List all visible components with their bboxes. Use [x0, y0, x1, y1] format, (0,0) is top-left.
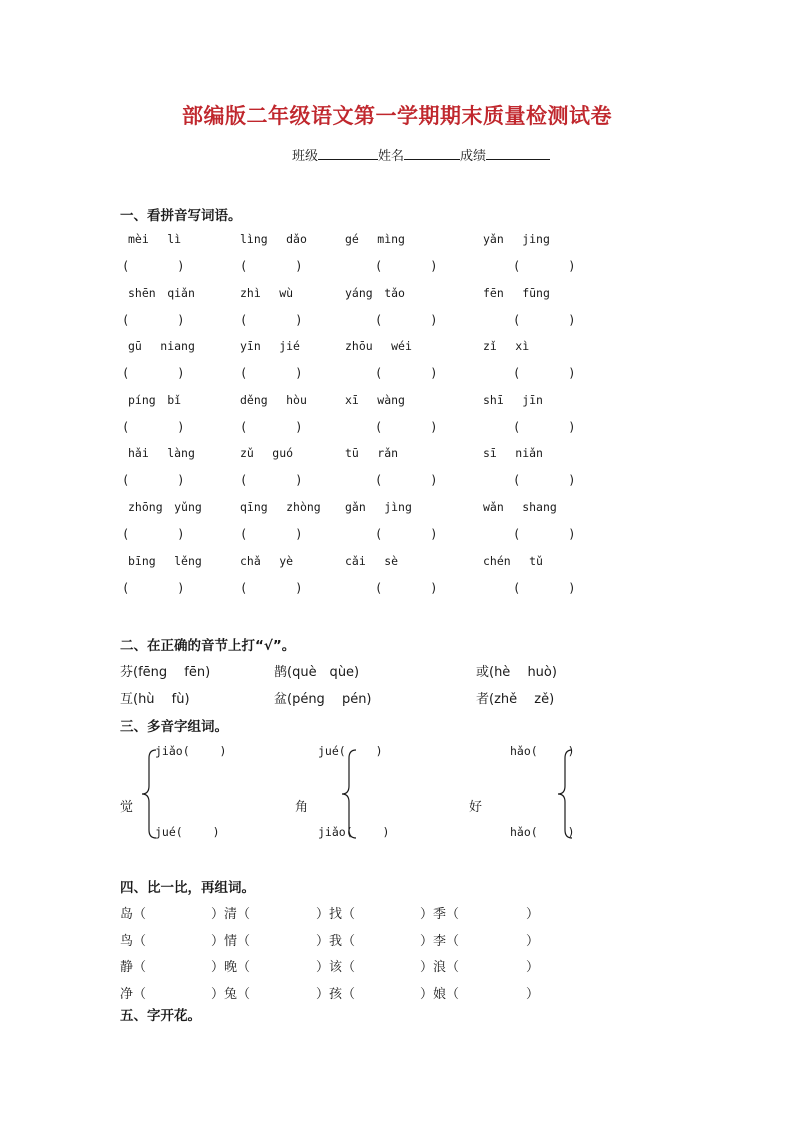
compare-item[interactable]: ） [526, 986, 540, 1002]
compare-item: 岛（ [120, 907, 147, 922]
section5-heading: 五、字开花。 [120, 1008, 201, 1024]
answer-blank[interactable]: ( ) [513, 312, 576, 327]
answer-blank[interactable]: ( ) [240, 366, 303, 381]
compare-item[interactable]: ）该（ [316, 960, 356, 975]
compare-item[interactable]: ） [526, 960, 540, 975]
answer-blank[interactable]: ( ) [240, 580, 303, 595]
polyphone-option-bottom[interactable]: jué( ) [155, 825, 220, 839]
pinyin-prompt: tū rǎn [345, 446, 399, 461]
compare-item[interactable]: ）季（ [420, 907, 460, 922]
class-label: 班级 [292, 149, 319, 164]
pinyin-prompt: gé mìng [345, 232, 405, 246]
pinyin-prompt: shēn qiǎn [128, 285, 195, 300]
pinyin-prompt: zhōng yǔng [128, 500, 202, 514]
syllable-choice[interactable]: 盆(péng pén) [274, 692, 372, 707]
name-blank[interactable] [404, 146, 460, 160]
pinyin-prompt: gǎn jìng [345, 500, 412, 514]
answer-blank[interactable]: ( ) [240, 419, 303, 434]
pinyin-prompt: děng hòu [240, 392, 307, 407]
pinyin-prompt: zǐ xì [483, 339, 530, 354]
section2-heading: 二、在正确的音节上打“√”。 [120, 638, 296, 654]
polyphone-char: 角 [295, 800, 309, 815]
answer-blank[interactable]: ( ) [375, 259, 438, 273]
class-blank[interactable] [318, 146, 378, 160]
compare-item[interactable]: ）孩（ [316, 986, 356, 1002]
compare-item: 净（ [120, 986, 147, 1002]
pinyin-prompt: yīn jié [240, 339, 300, 354]
answer-blank[interactable]: ( ) [122, 527, 185, 541]
compare-item[interactable]: ）晚（ [211, 960, 251, 975]
pinyin-prompt: píng bǐ [128, 392, 182, 407]
compare-item[interactable]: ）找（ [316, 907, 356, 922]
pinyin-prompt: zǔ guó [240, 446, 294, 461]
pinyin-prompt: zhōu wéi [345, 339, 412, 354]
answer-blank[interactable]: ( ) [122, 580, 185, 595]
answer-blank[interactable]: ( ) [513, 366, 576, 381]
answer-blank[interactable]: ( ) [513, 527, 576, 541]
compare-item[interactable]: ）浪（ [420, 960, 460, 975]
syllable-choice[interactable]: 互(hù fù) [120, 692, 190, 707]
answer-blank[interactable]: ( ) [375, 419, 438, 434]
syllable-choice[interactable]: 或(hè huò) [476, 665, 557, 680]
answer-blank[interactable]: ( ) [513, 419, 576, 434]
polyphone-option-bottom[interactable]: hǎo( ) [510, 825, 575, 839]
pinyin-prompt: gū niang [128, 339, 195, 354]
compare-item[interactable]: ）兔（ [211, 986, 251, 1002]
pinyin-prompt: mèi lì [128, 232, 182, 246]
answer-blank[interactable]: ( ) [240, 473, 303, 488]
answer-blank[interactable]: ( ) [375, 312, 438, 327]
polyphone-option-bottom[interactable]: jiǎo( ) [318, 825, 390, 839]
pinyin-prompt: chǎ yè [240, 553, 294, 568]
pinyin-prompt: fēn fūng [483, 285, 550, 300]
pinyin-prompt: shī jīn [483, 392, 543, 407]
section1-heading: 一、看拼音写词语。 [120, 208, 242, 224]
answer-blank[interactable]: ( ) [122, 473, 185, 488]
pinyin-prompt: wǎn shang [483, 500, 557, 514]
syllable-choice[interactable]: 芬(fēng fēn) [120, 665, 211, 680]
answer-blank[interactable]: ( ) [240, 527, 303, 541]
polyphone-option-top[interactable]: jiǎo( ) [155, 744, 227, 758]
page-title: 部编版二年级语文第一学期期末质量检测试卷 [182, 104, 612, 128]
compare-item[interactable]: ） [526, 907, 540, 922]
name-label: 姓名 [378, 149, 405, 164]
pinyin-prompt: chén tǔ [483, 553, 543, 568]
compare-item: 鸟（ [120, 933, 147, 949]
pinyin-prompt: lìng dǎo [240, 232, 307, 246]
compare-item[interactable]: ）李（ [420, 933, 460, 949]
pinyin-prompt: yáng tǎo [345, 285, 405, 300]
compare-item[interactable]: ） [526, 933, 540, 949]
answer-blank[interactable]: ( ) [513, 580, 576, 595]
answer-blank[interactable]: ( ) [513, 473, 576, 488]
section3-heading: 三、多音字组词。 [120, 719, 228, 735]
section4-heading: 四、比一比，再组词。 [120, 880, 255, 896]
brace-icon [556, 748, 576, 840]
brace-icon [140, 748, 160, 840]
score-label: 成绩 [460, 149, 487, 164]
compare-item[interactable]: ）我（ [316, 933, 356, 949]
answer-blank[interactable]: ( ) [375, 527, 438, 541]
pinyin-prompt: cǎi sè [345, 553, 399, 568]
polyphone-char: 好 [469, 800, 483, 815]
score-blank[interactable] [486, 146, 550, 160]
syllable-choice[interactable]: 者(zhě zě) [476, 692, 555, 707]
compare-item[interactable]: ）情（ [211, 933, 251, 949]
answer-blank[interactable]: ( ) [375, 366, 438, 381]
brace-icon [340, 748, 360, 840]
answer-blank[interactable]: ( ) [375, 473, 438, 488]
answer-blank[interactable]: ( ) [122, 419, 185, 434]
answer-blank[interactable]: ( ) [122, 259, 185, 273]
answer-blank[interactable]: ( ) [375, 580, 438, 595]
answer-blank[interactable]: ( ) [513, 259, 576, 273]
answer-blank[interactable]: ( ) [240, 259, 303, 273]
pinyin-prompt: sī niǎn [483, 446, 543, 461]
polyphone-char: 觉 [120, 800, 134, 815]
compare-item[interactable]: ）清（ [211, 907, 251, 922]
answer-blank[interactable]: ( ) [122, 312, 185, 327]
syllable-choice[interactable]: 鹊(què qùe) [274, 665, 360, 680]
student-info-line [292, 145, 550, 164]
compare-item: 静（ [120, 960, 147, 975]
pinyin-prompt: zhì wù [240, 285, 294, 300]
polyphone-option-top[interactable]: jué( ) [318, 744, 383, 758]
answer-blank[interactable]: ( ) [122, 366, 185, 381]
pinyin-prompt: bīng lěng [128, 553, 202, 568]
answer-blank[interactable]: ( ) [240, 312, 303, 327]
pinyin-prompt: hǎi làng [128, 446, 195, 461]
pinyin-prompt: qīng zhòng [240, 500, 321, 514]
compare-item[interactable]: ）娘（ [420, 986, 460, 1002]
pinyin-prompt: xī wàng [345, 392, 405, 407]
pinyin-prompt: yǎn jing [483, 232, 550, 246]
polyphone-option-top[interactable]: hǎo( ) [510, 744, 575, 758]
